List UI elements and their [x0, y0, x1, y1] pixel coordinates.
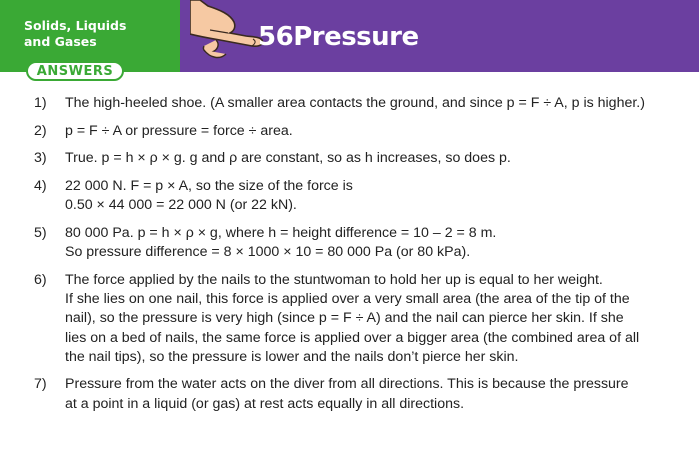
answer-item-4: [34, 177, 684, 215]
answer-text: [65, 177, 684, 215]
answer-number: 5): [34, 225, 47, 242]
answer-number: 7): [34, 376, 47, 393]
page-number: 56: [258, 22, 294, 52]
answer-item-7: [34, 375, 684, 413]
answer-line: Pressure from the water acts on the diver from all directions. This is because the pressure: [65, 376, 629, 393]
answer-line: If she lies on one nail, this force is applied over a very small area (the area of the tip of the: [65, 291, 630, 308]
section-title: [24, 18, 134, 50]
answer-text: [65, 94, 684, 113]
answer-line: The high-heeled shoe. (A smaller area contacts the ground, and since p = F ÷ A, p is higher.): [65, 95, 645, 111]
answer-line: the nail tips), so the pressure is lower and the nails don’t pierce her skin.: [65, 348, 519, 365]
answers-badge: [26, 61, 124, 81]
answer-text: [65, 224, 684, 262]
answer-line: 80 000 Pa. p = h × ρ × g, where h = height difference = 10 – 2 = 8 m.: [65, 225, 497, 242]
page-title-text: Pressure: [293, 22, 419, 52]
answer-number: 6): [34, 271, 47, 288]
answer-item-5: [34, 224, 684, 262]
answer-number: 4): [34, 178, 47, 195]
answer-text: [65, 271, 684, 367]
answer-line: p = F ÷ A or pressure = force ÷ area.: [65, 122, 293, 139]
answer-line: at a point in a liquid (or gas) at rest acts equally in all directions.: [65, 395, 465, 412]
answer-text: [65, 122, 684, 141]
answer-item-6: [34, 271, 684, 367]
page-title: [258, 22, 419, 52]
answer-line: lies on a bed of nails, the same force is applied over a bigger area (the combined area of all: [65, 329, 640, 346]
answer-line: 0.50 × 44 000 = 22 000 N (or 22 kN).: [65, 197, 297, 214]
answer-item-3: [34, 149, 684, 168]
answer-item-1: [34, 94, 684, 113]
section-title-line2: and Gases: [24, 34, 97, 49]
answer-line: 22 000 N. F = p × A, so the size of the force is: [65, 178, 353, 195]
answer-line: The force applied by the nails to the stuntwoman to hold her up is equal to her weight.: [65, 271, 603, 288]
answer-text: [65, 149, 684, 168]
answer-number: 2): [34, 122, 47, 139]
section-title-line1: Solids, Liquids: [24, 18, 127, 33]
answer-item-2: [34, 122, 684, 141]
answer-line: nail), so the pressure is very high (since p = F ÷ A) and the nail can pierce her skin. If she: [65, 310, 624, 327]
answers-badge-label: ANSWERS: [36, 63, 114, 79]
answers-list: [34, 94, 684, 422]
page-header: [0, 0, 699, 79]
answer-line: True. p = h × ρ × g. g and ρ are constant, so as h increases, so does p.: [65, 150, 511, 167]
answer-line: So pressure difference = 8 × 1000 × 10 = 80 000 Pa (or 80 kPa).: [65, 244, 471, 261]
answer-number: 3): [34, 150, 47, 167]
answer-number: 1): [34, 95, 47, 111]
answer-text: [65, 375, 684, 413]
